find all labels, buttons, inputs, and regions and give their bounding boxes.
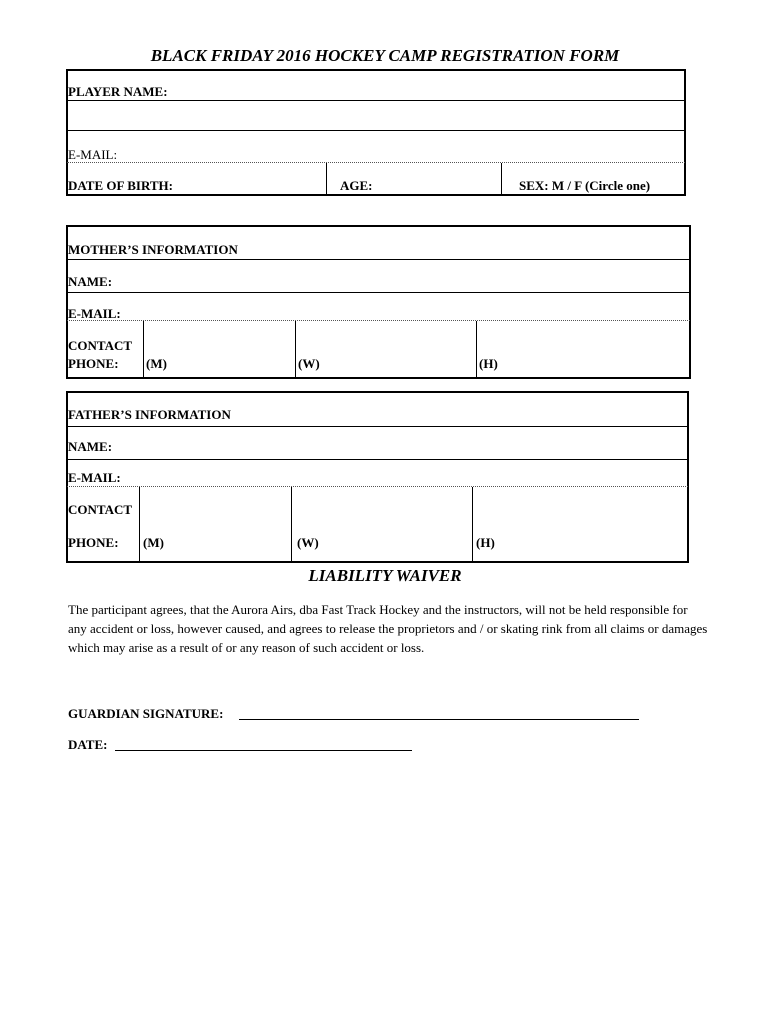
mother-email-label: E-MAIL: [68, 306, 121, 321]
age-label: AGE: [340, 178, 373, 193]
player-name-label: PLAYER NAME: [68, 84, 168, 99]
mother-work-field[interactable] [297, 322, 475, 376]
father-home-label: (H) [476, 535, 495, 550]
mother-phone-label: PHONE: [68, 356, 119, 371]
date-of-birth-label: DATE OF BIRTH: [68, 178, 173, 193]
divider [67, 486, 688, 487]
mother-contact-label: CONTACT [68, 338, 133, 353]
date-label: DATE: [68, 737, 108, 752]
player-email-field[interactable] [120, 131, 684, 161]
date-of-birth-field[interactable] [184, 164, 324, 194]
divider [139, 487, 140, 561]
father-heading: FATHER’S INFORMATION [68, 407, 231, 422]
form-title: BLACK FRIDAY 2016 HOCKEY CAMP REGISTRATION FORM [150, 46, 620, 65]
date-line[interactable] [115, 738, 412, 751]
divider [67, 162, 685, 163]
mother-name-field[interactable] [120, 260, 688, 291]
mother-home-label: (H) [479, 356, 498, 371]
mother-home-field[interactable] [478, 322, 688, 376]
age-field[interactable] [378, 164, 498, 194]
divider [476, 321, 477, 377]
mother-email-field[interactable] [126, 293, 688, 319]
divider [501, 163, 502, 194]
father-name-field[interactable] [120, 427, 686, 458]
father-contact-label: CONTACT [68, 502, 133, 517]
mother-name-label: NAME: [68, 274, 113, 289]
waiver-title: LIABILITY WAIVER [308, 566, 462, 585]
divider [472, 487, 473, 561]
father-phone-label: PHONE: [68, 535, 119, 550]
guardian-signature-line[interactable] [239, 707, 639, 720]
father-email-label: E-MAIL: [68, 470, 121, 485]
waiver-text: The participant agrees, that the Aurora Airs, dba Fast Track Hockey and the instructors, will not be held responsible for any accident or loss, however caused, and agrees to release the proprietors and / or skating rink from all claims or damages which may arise as a result of or any reason of such accident or loss. [68, 602, 708, 655]
player-email-label: E-MAIL: [68, 147, 118, 162]
father-name-label: NAME: [68, 439, 113, 454]
divider [291, 487, 292, 561]
father-mobile-label: (M) [143, 535, 164, 550]
divider [295, 321, 296, 377]
player-name-field[interactable] [68, 101, 684, 129]
mother-work-label: (W) [298, 356, 320, 371]
mother-mobile-label: (M) [146, 356, 167, 371]
mother-mobile-field[interactable] [145, 322, 294, 376]
guardian-signature-label: GUARDIAN SIGNATURE: [68, 706, 224, 721]
divider [143, 321, 144, 377]
father-work-label: (W) [297, 535, 319, 550]
father-mobile-field[interactable] [141, 488, 290, 560]
divider [67, 320, 690, 321]
father-work-field[interactable] [293, 488, 471, 560]
sex-label: SEX: M / F (Circle one) [519, 178, 651, 193]
mother-heading: MOTHER’S INFORMATION [68, 242, 238, 257]
father-email-field[interactable] [126, 460, 686, 485]
divider [326, 163, 327, 194]
father-home-field[interactable] [474, 488, 686, 560]
